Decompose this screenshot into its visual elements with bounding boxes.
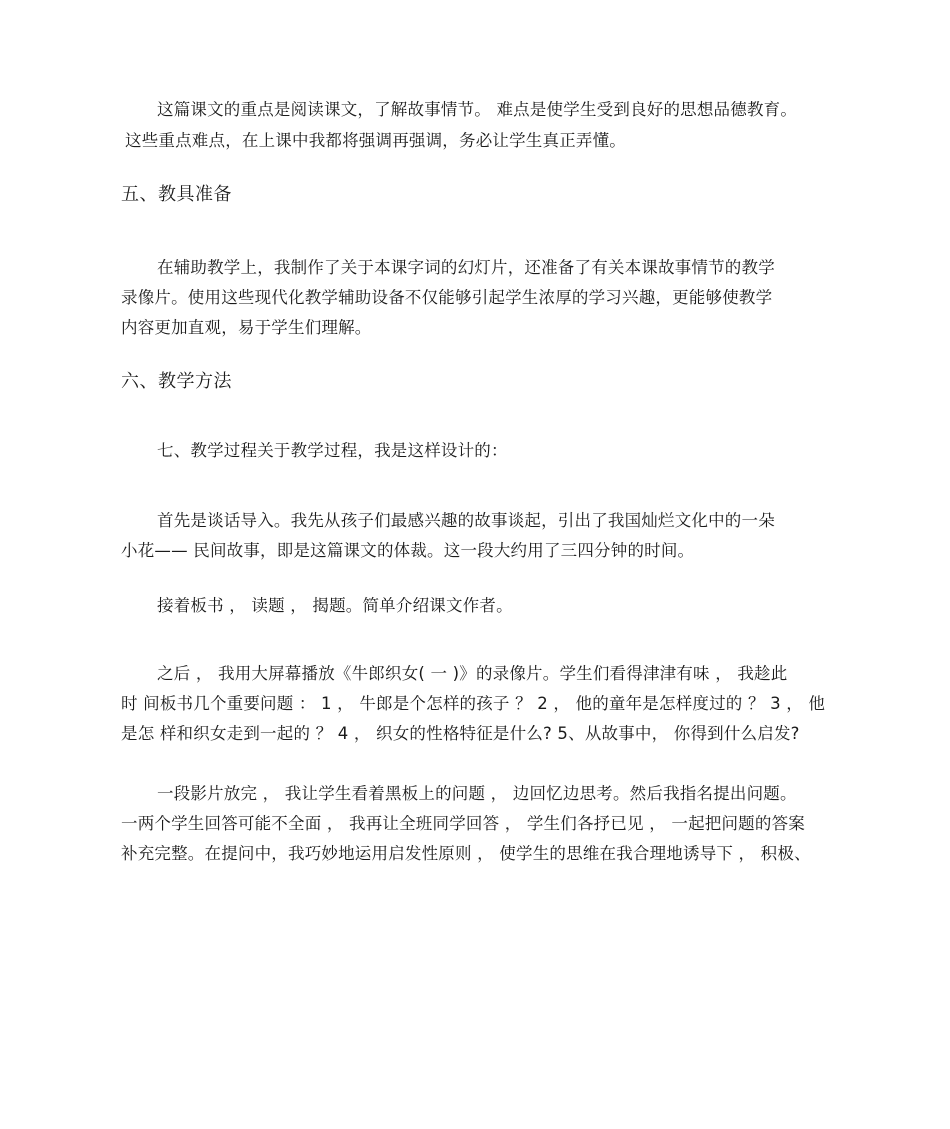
paragraph-6-line-3: 是怎 样和织女走到一起的 ？ 4 ， 织女的性格特征是什么? 5、从故事中， 你得到什么启发? [121,724,800,743]
paragraph-2-line-3: 内容更加直观，易于学生们理解。 [121,318,372,337]
paragraph-5-line-1: 接着板书 ， 读题 ， 揭题。简单介绍课文作者。 [157,596,513,615]
paragraph-4-line-1: 首先是谈话导入。我先从孩子们最感兴趣的故事谈起，引出了我国灿烂文化中的一朵 [157,511,775,530]
paragraph-7-line-3: 补充完整。在提问中，我巧妙地运用启发性原则 ， 使学生的思维在我合理地诱导下 ， 积极、 [121,844,811,863]
paragraph-6-line-2: 时 间板书几个重要问题 ： 1 ， 牛郎是个怎样的孩子 ？ 2 ， 他的童年是怎样度过的 ？ 3 ， 他 [121,694,826,713]
paragraph-2-line-2: 录像片。使用这些现代化教学辅助设备不仅能够引起学生浓厚的学习兴趣，更能够使教学 [121,288,773,307]
paragraph-6-line-1: 之后 ， 我用大屏幕播放《牛郎织女( 一 )》的录像片。学生们看得津津有味 ， 我趁此 [157,664,788,683]
paragraph-7-line-1: 一段影片放完 ， 我让学生看着黑板上的问题 ， 边回忆边思考。然后我指名提出问题。 [157,784,797,803]
paragraph-1-line-1: 这篇课文的重点是阅读课文，了解故事情节。 难点是使学生受到良好的思想品德教育。 [157,100,798,119]
section-heading-5: 五、教具准备 [121,184,232,205]
paragraph-1-line-2: 这些重点难点，在上课中我都将强调再强调，务必让学生真正弄懂。 [125,131,626,150]
paragraph-4-line-2: 小花—— 民间故事，即是这篇课文的体裁。这一段大约用了三四分钟的时间。 [121,541,695,560]
paragraph-3-line-1: 七、教学过程关于教学过程，我是这样设计的： [157,441,508,460]
section-heading-6: 六、教学方法 [121,371,232,392]
paragraph-7-line-2: 一两个学生回答可能不全面 ， 我再让全班同学回答 ， 学生们各抒已见 ， 一起把问题的答案 [121,814,805,833]
paragraph-2-line-1: 在辅助教学上，我制作了关于本课字词的幻灯片，还准备了有关本课故事情节的教学 [157,258,775,277]
